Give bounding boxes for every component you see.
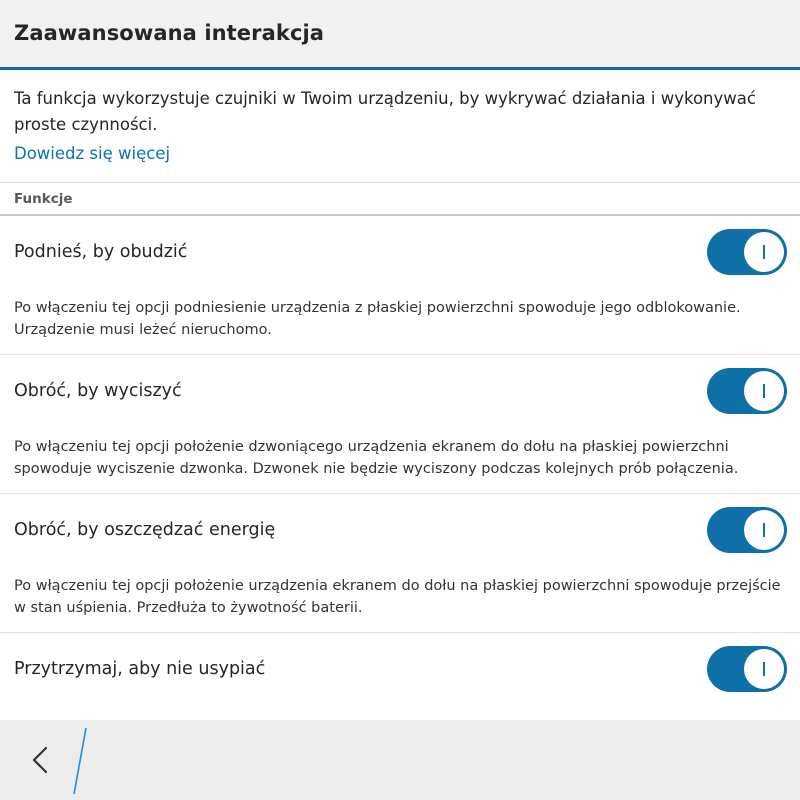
title-bar: [0, 0, 800, 70]
flip-to-save-energy-toggle[interactable]: [707, 507, 787, 553]
hold-to-stay-awake-toggle[interactable]: [707, 646, 787, 692]
toggle-knob: [744, 510, 784, 550]
divider: [0, 354, 800, 355]
setting-description: Po włączeniu tej opcji położenie urządzenia ekranem do dołu na płaskiej powierzchni spowoduje przejście w stan uśpienia. Przedłuża to żywotność baterii.: [14, 578, 781, 616]
toggle-knob: [744, 649, 784, 689]
section-header-funkcje: [0, 182, 800, 216]
learn-more-link[interactable]: Dowiedz się więcej: [14, 144, 171, 163]
back-button[interactable]: [24, 742, 60, 778]
divider: [0, 632, 800, 633]
toggle-on-indicator: [763, 662, 765, 676]
divider: [0, 493, 800, 494]
intro-description: Ta funkcja wykorzystuje czujniki w Twoim urządzeniu, by wykrywać działania i wykonywać proste czynności.: [14, 89, 756, 134]
setting-description: Po włączeniu tej opcji położenie dzwoniącego urządzenia ekranem do dołu na płaskiej powierzchni spowoduje wyciszenie dzwonka. Dzwonek nie będzie wyciszony podczas kolejnych prób połączenia.: [14, 439, 739, 477]
section-title: Funkcje: [14, 191, 73, 207]
setting-label: Podnieś, by obudzić: [14, 242, 188, 262]
separator-slash: [70, 726, 90, 796]
flip-to-mute-toggle[interactable]: [707, 368, 787, 414]
chevron-left-icon: [24, 742, 60, 778]
page-title: Zaawansowana interakcja: [14, 21, 325, 45]
toggle-on-indicator: [763, 245, 765, 259]
bottom-action-bar: [0, 720, 800, 800]
toggle-on-indicator: [763, 384, 765, 398]
setting-label: Przytrzymaj, aby nie usypiać: [14, 659, 266, 679]
toggle-on-indicator: [763, 523, 765, 537]
raise-to-wake-toggle[interactable]: [707, 229, 787, 275]
toggle-knob: [744, 371, 784, 411]
setting-description: Po włączeniu tej opcji podniesienie urządzenia z płaskiej powierzchni spowoduje jego odblokowanie. Urządzenie musi leżeć nieruchomo.: [14, 300, 741, 338]
toggle-knob: [744, 232, 784, 272]
intro-section: [14, 86, 786, 163]
setting-label: Obróć, by oszczędzać energię: [14, 520, 276, 540]
setting-label: Obróć, by wyciszyć: [14, 381, 182, 401]
